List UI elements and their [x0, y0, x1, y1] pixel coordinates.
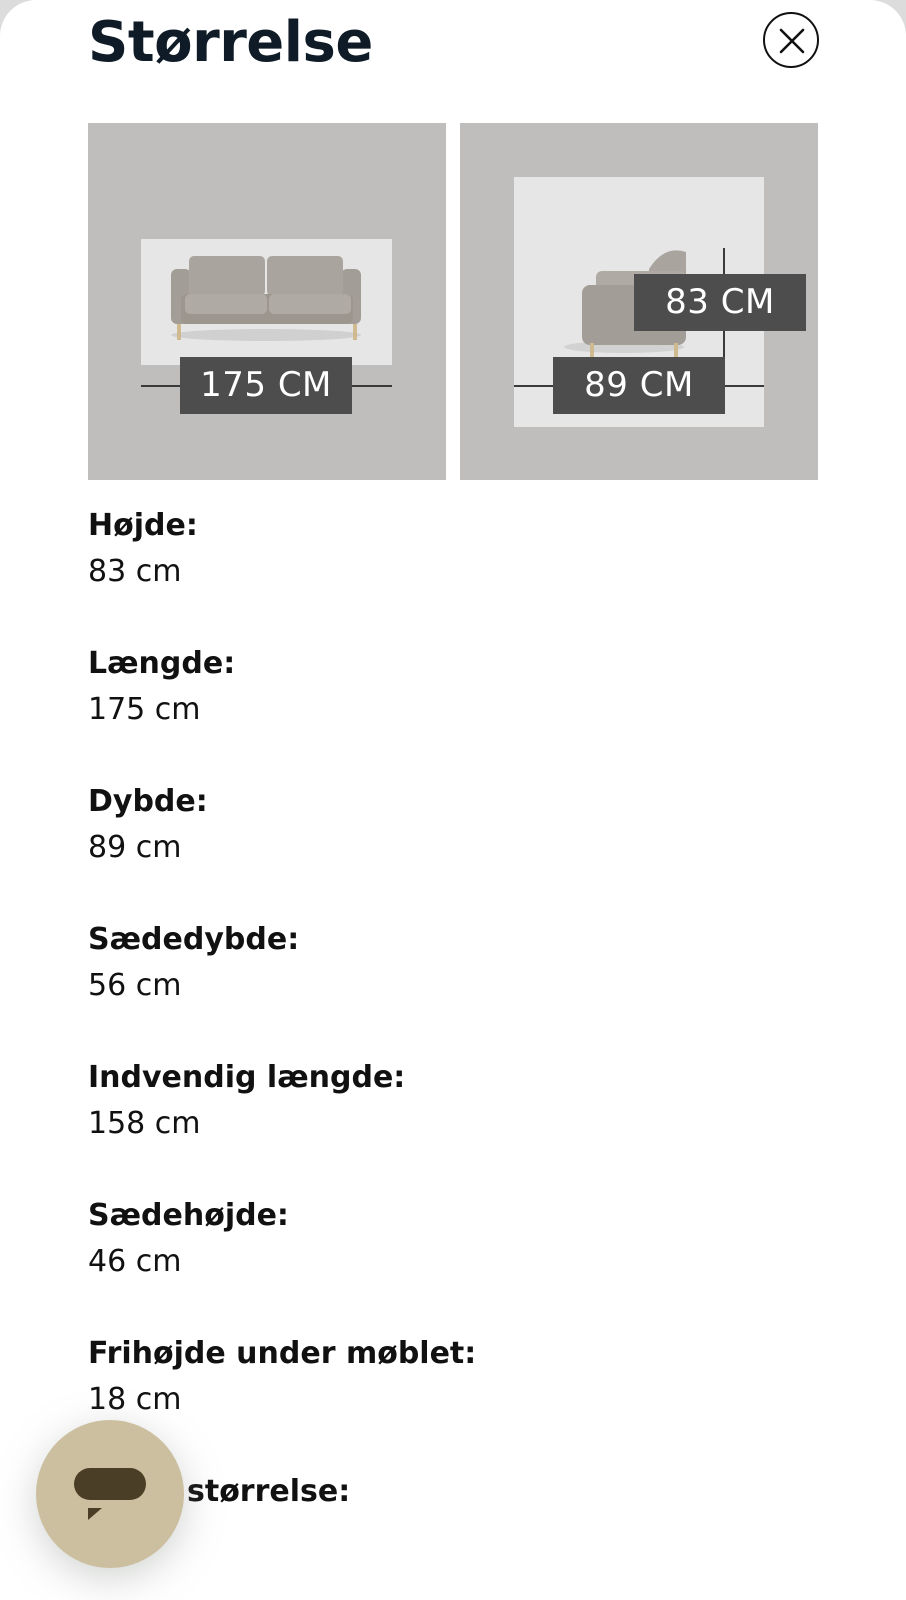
spec-value: 83 cm — [88, 554, 182, 589]
size-spec-list — [88, 506, 848, 1600]
depth-dimension-label: 89 CM — [553, 357, 725, 414]
spec-value: 56 cm — [88, 968, 182, 1003]
sofa-front-dimension-image — [88, 123, 446, 480]
close-icon — [778, 27, 806, 55]
spec-value: 158 cm — [88, 1106, 201, 1141]
spec-size-partial — [88, 1472, 848, 1600]
spec-value: 46 cm — [88, 1244, 182, 1279]
spec-label: Sædehøjde: — [88, 1198, 289, 1233]
spec-label: Indvendig længde: — [88, 1060, 406, 1095]
sofa-front-photo — [141, 239, 392, 365]
spec-value: 89 cm — [88, 830, 182, 865]
spec-clearance — [88, 1334, 848, 1472]
spec-label: Frihøjde under møblet: — [88, 1336, 477, 1371]
sofa-side-dimension-image — [460, 123, 818, 480]
spec-label: Dybde: — [88, 784, 208, 819]
sofa-front-illustration — [141, 239, 392, 365]
height-dimension-label: 83 CM — [634, 274, 806, 331]
chat-button[interactable] — [36, 1420, 184, 1568]
spec-label: Længde: — [88, 646, 236, 681]
width-dimension-label: 175 CM — [180, 357, 352, 414]
modal-title: Størrelse — [88, 10, 373, 75]
spec-depth — [88, 782, 848, 920]
spec-label: Sædedybde: — [88, 922, 300, 957]
spec-value: 175 cm — [88, 692, 201, 727]
chat-bubble-icon — [74, 1468, 146, 1522]
close-button[interactable] — [763, 12, 819, 68]
spec-label: størrelse: — [187, 1474, 351, 1509]
spec-seat-height — [88, 1196, 848, 1334]
spec-label: Højde: — [88, 508, 198, 543]
spec-inner-length — [88, 1058, 848, 1196]
spec-length — [88, 644, 848, 782]
spec-seat-depth — [88, 920, 848, 1058]
spec-height — [88, 506, 848, 644]
spec-value: 18 cm — [88, 1382, 182, 1417]
